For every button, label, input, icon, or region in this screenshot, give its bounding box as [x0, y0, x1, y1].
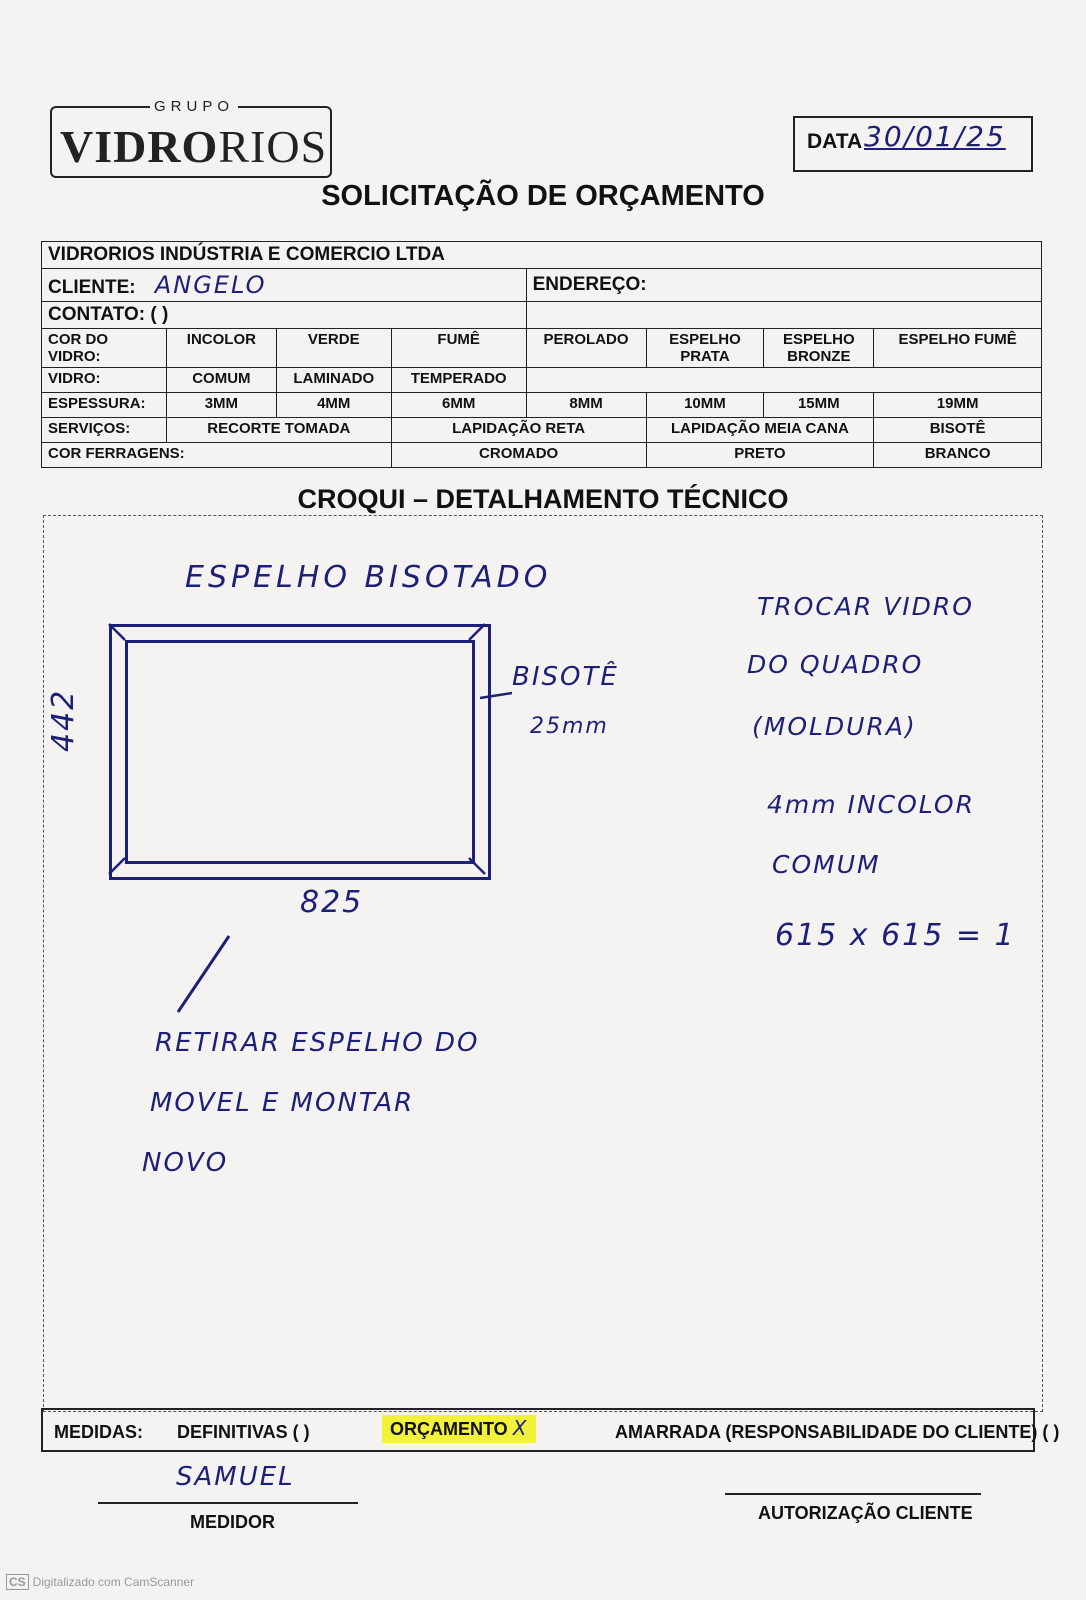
option-verde[interactable]: VERDE — [276, 329, 391, 368]
slash-mark — [178, 936, 229, 1012]
logo-bold: VIDRO — [60, 121, 219, 172]
note-left-1: RETIRAR ESPELHO DO — [155, 1028, 480, 1058]
option-fume[interactable]: FUMÊ — [391, 329, 526, 368]
option-comum[interactable]: COMUM — [166, 368, 276, 393]
option-temperado[interactable]: TEMPERADO — [391, 368, 526, 393]
client-signature-label: AUTORIZAÇÃO CLIENTE — [758, 1503, 973, 1523]
option-laminado[interactable]: LAMINADO — [276, 368, 391, 393]
option-bisote[interactable]: BISOTÊ — [874, 418, 1042, 443]
corner-line-bl — [109, 858, 125, 874]
measures-definitive[interactable]: DEFINITIVAS ( ) — [177, 1422, 310, 1442]
services-label: SERVIÇOS: — [42, 418, 167, 443]
note-right-3: (MOLDURA) — [752, 712, 917, 741]
option-4mm[interactable]: 4MM — [276, 393, 391, 418]
measures-quote[interactable] — [382, 1416, 536, 1440]
logo-group-text: GRUPO — [150, 98, 238, 115]
option-espelho-fume[interactable]: ESPELHO FUMÊ — [874, 329, 1042, 368]
corner-line-br — [469, 858, 485, 874]
option-3mm[interactable]: 3MM — [166, 393, 276, 418]
glass-color-label: COR DO VIDRO: — [42, 329, 167, 368]
measures-quote-mark: X — [512, 1416, 529, 1440]
croqui-title: CROQUI – DETALHAMENTO TÉCNICO — [297, 484, 789, 514]
note-right-5: COMUM — [772, 850, 881, 879]
option-branco[interactable]: BRANCO — [874, 443, 1042, 468]
scanner-badge: CS — [6, 1574, 29, 1590]
bevel-label: BISOTÊ — [512, 662, 619, 692]
note-right-4: 4mm INCOLOR — [767, 790, 975, 819]
bevel-pointer — [480, 693, 512, 698]
note-left-3: NOVO — [142, 1148, 229, 1178]
option-15mm[interactable]: 15MM — [764, 393, 874, 418]
option-espelho-prata[interactable]: ESPELHO PRATA — [646, 329, 764, 368]
option-10mm[interactable]: 10MM — [646, 393, 764, 418]
option-incolor[interactable]: INCOLOR — [166, 329, 276, 368]
scanner-text: Digitalizado com CamScanner — [32, 1575, 195, 1589]
date-value[interactable]: 30/01/25 — [864, 120, 1006, 153]
option-8mm[interactable]: 8MM — [526, 393, 646, 418]
measurer-label: MEDIDOR — [190, 1512, 275, 1532]
option-lapidacao-meia-cana[interactable]: LAPIDAÇÃO MEIA CANA — [646, 418, 874, 443]
corner-line-tl — [109, 624, 125, 640]
note-right-2: DO QUADRO — [747, 650, 924, 679]
company-name: VIDRORIOS INDÚSTRIA E COMERCIO LTDA — [42, 242, 1042, 269]
scanner-watermark — [6, 1575, 194, 1589]
measures-tied[interactable]: AMARRADA (RESPONSABILIDADE DO CLIENTE) ( ) — [615, 1422, 1060, 1442]
bevel-size: 25mm — [530, 714, 609, 739]
client-label: CLIENTE: — [48, 277, 136, 298]
client-signature-line[interactable] — [725, 1493, 981, 1495]
note-right-1: TROCAR VIDRO — [757, 592, 974, 621]
date-label: DATA — [807, 130, 863, 153]
option-espelho-bronze[interactable]: ESPELHO BRONZE — [764, 329, 874, 368]
option-cromado[interactable]: CROMADO — [391, 443, 646, 468]
thickness-label: ESPESSURA: — [42, 393, 167, 418]
option-19mm[interactable]: 19MM — [874, 393, 1042, 418]
option-lapidacao-reta[interactable]: LAPIDAÇÃO RETA — [391, 418, 646, 443]
hardware-label: COR FERRAGENS: — [42, 443, 392, 468]
address-label: ENDEREÇO: — [532, 274, 647, 295]
note-left-2: MOVEL E MONTAR — [150, 1088, 415, 1118]
option-perolado[interactable]: PEROLADO — [526, 329, 646, 368]
height-dimension: 442 — [46, 688, 81, 752]
measures-quote-label: ORÇAMENTO — [390, 1419, 508, 1439]
corner-line-tr — [469, 624, 485, 640]
measurer-signature: SAMUEL — [176, 1462, 295, 1492]
page-title: SOLICITAÇÃO DE ORÇAMENTO — [321, 180, 765, 212]
client-value[interactable]: ANGELO — [154, 271, 267, 299]
option-recorte-tomada[interactable]: RECORTE TOMADA — [166, 418, 391, 443]
measurer-line — [98, 1502, 358, 1504]
option-preto[interactable]: PRETO — [646, 443, 874, 468]
width-dimension: 825 — [300, 885, 364, 920]
sketch-heading: ESPELHO BISOTADO — [185, 560, 552, 595]
note-right-6: 615 x 615 = 1 — [775, 918, 1016, 953]
logo-light: RIOS — [218, 121, 328, 172]
contact-cell[interactable]: CONTATO: ( ) — [42, 302, 527, 329]
option-6mm[interactable]: 6MM — [391, 393, 526, 418]
glass-type-label: VIDRO: — [42, 368, 167, 393]
measures-label: MEDIDAS: — [54, 1422, 143, 1442]
